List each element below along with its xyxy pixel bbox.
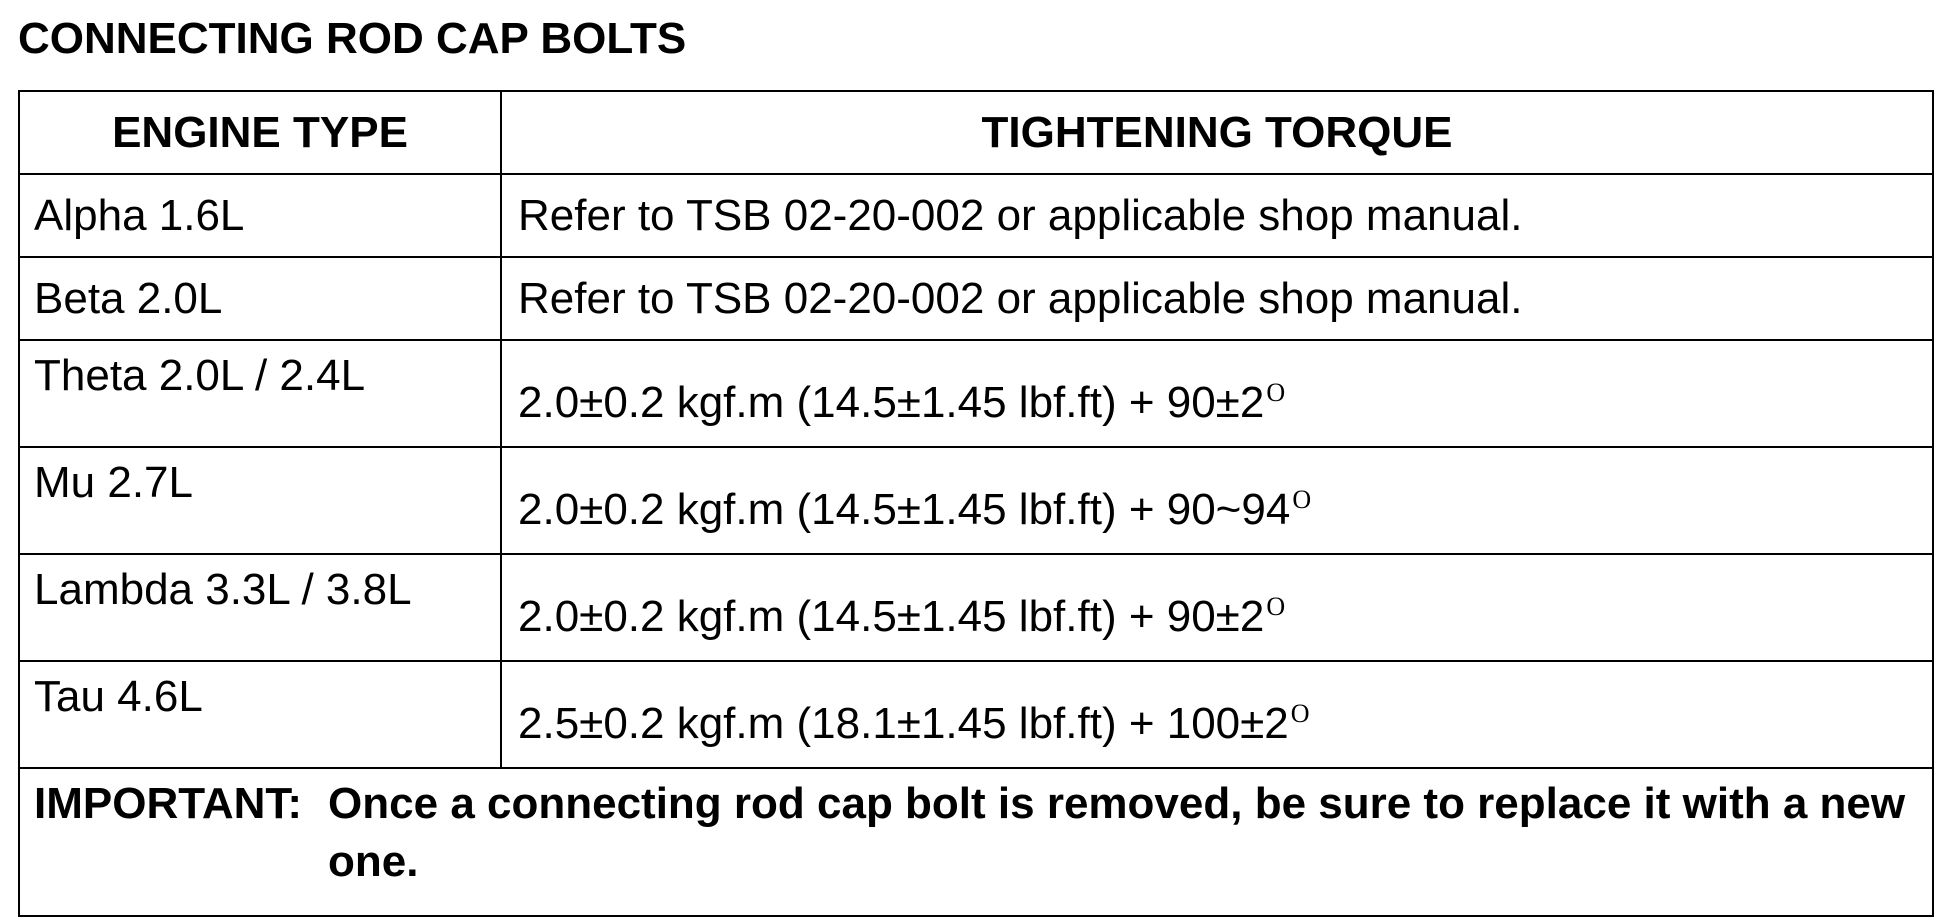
important-label: IMPORTANT: <box>34 779 303 828</box>
table-row <box>19 340 1933 447</box>
table-header-row <box>19 91 1933 174</box>
torque-value: Refer to TSB 02-20-002 or applicable shop manual. <box>518 190 1523 240</box>
torque-value: 2.0±0.2 kgf.m (14.5±1.45 lbf.ft) + 90~94 <box>518 485 1291 534</box>
table-row <box>19 447 1933 554</box>
torque-cell <box>501 554 1933 661</box>
table-row <box>19 554 1933 661</box>
header-engine-type: ENGINE TYPE <box>19 91 501 174</box>
degree-mark: O <box>1266 378 1286 407</box>
degree-mark: O <box>1292 485 1312 514</box>
torque-cell <box>501 174 1933 257</box>
important-note <box>34 775 1918 891</box>
degree-mark: O <box>1266 592 1286 621</box>
torque-table <box>18 90 1934 917</box>
torque-value: 2.5±0.2 kgf.m (18.1±1.45 lbf.ft) + 100±2 <box>518 699 1289 748</box>
torque-cell <box>501 447 1933 554</box>
engine-cell: Tau 4.6L <box>19 661 501 768</box>
engine-cell: Alpha 1.6L <box>19 174 501 257</box>
torque-cell <box>501 661 1933 768</box>
torque-cell <box>501 257 1933 340</box>
important-text: Once a connecting rod cap bolt is removed, be sure to replace it with a new one. <box>328 779 1906 886</box>
engine-cell: Theta 2.0L / 2.4L <box>19 340 501 447</box>
header-tightening-torque: TIGHTENING TORQUE <box>501 91 1933 174</box>
torque-cell <box>501 340 1933 447</box>
engine-cell: Lambda 3.3L / 3.8L <box>19 554 501 661</box>
engine-cell: Beta 2.0L <box>19 257 501 340</box>
table-row <box>19 661 1933 768</box>
important-note-row <box>19 768 1933 916</box>
table-row <box>19 257 1933 340</box>
engine-cell: Mu 2.7L <box>19 447 501 554</box>
torque-value: Refer to TSB 02-20-002 or applicable shop manual. <box>518 273 1523 323</box>
table-row <box>19 174 1933 257</box>
degree-mark: O <box>1290 699 1310 728</box>
important-note-cell <box>19 768 1933 916</box>
torque-value: 2.0±0.2 kgf.m (14.5±1.45 lbf.ft) + 90±2 <box>518 378 1265 427</box>
torque-value: 2.0±0.2 kgf.m (14.5±1.45 lbf.ft) + 90±2 <box>518 592 1265 641</box>
page-title: CONNECTING ROD CAP BOLTS <box>18 14 687 63</box>
